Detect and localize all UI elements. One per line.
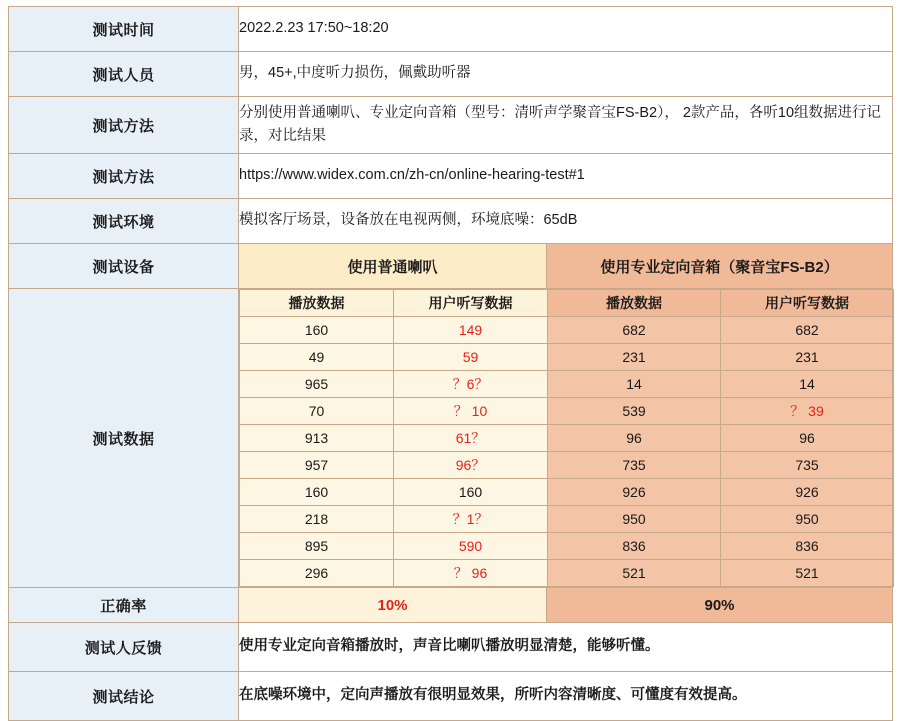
error-value: ？ 39	[790, 403, 824, 419]
row-label-env: 测试环境	[9, 199, 239, 244]
cell-right-heard-6: 926	[721, 479, 894, 506]
row-label-conclusion: 测试结论	[9, 672, 239, 721]
table-row	[9, 7, 893, 52]
cell-left-play-1: 49	[240, 344, 394, 371]
error-value: ？ 96	[453, 565, 488, 581]
cell-right-play-6: 926	[548, 479, 721, 506]
row-label-people: 测试人员	[9, 52, 239, 97]
table-row	[9, 623, 893, 672]
cell-left-heard-2	[394, 371, 548, 398]
cell-left-heard-8	[394, 533, 548, 560]
row-label-accuracy: 正确率	[9, 588, 239, 623]
accuracy-normal-speaker: 10%	[239, 588, 547, 623]
cell-right-heard-9: 521	[721, 560, 894, 587]
table-row	[9, 289, 893, 588]
row-value-time: 2022.2.23 17:50~18:20	[239, 7, 893, 52]
col-header-left-play: 播放数据	[240, 290, 394, 317]
cell-left-heard-1	[394, 344, 548, 371]
cell-right-heard-0: 682	[721, 317, 894, 344]
cell-left-heard-4	[394, 425, 548, 452]
cell-right-heard-7: 950	[721, 506, 894, 533]
cell-right-play-4: 96	[548, 425, 721, 452]
row-value-feedback: 使用专业定向音箱播放时，声音比喇叭播放明显清楚，能够听懂。	[239, 623, 893, 672]
row-value-method: 分别使用普通喇叭、专业定向音箱（型号：清听声学聚音宝FS-B2）， 2款产品，各听10组数据进行记录，对比结果	[239, 97, 893, 154]
cell-right-play-7: 950	[548, 506, 721, 533]
cell-left-play-3: 70	[240, 398, 394, 425]
cell-left-play-6: 160	[240, 479, 394, 506]
cell-right-play-1: 231	[548, 344, 721, 371]
col-header-left-heard: 用户听写数据	[394, 290, 548, 317]
row-label-time: 测试时间	[9, 7, 239, 52]
error-value: 96？	[455, 457, 486, 473]
cell-right-heard-4: 96	[721, 425, 894, 452]
table-row	[9, 244, 893, 289]
row-value-people: 男，45+,中度听力损伤，佩戴助听器	[239, 52, 893, 97]
cell-left-play-5: 957	[240, 452, 394, 479]
device-header-normal-speaker: 使用普通喇叭	[239, 244, 547, 289]
cell-right-play-0: 682	[548, 317, 721, 344]
row-label-method-link: 测试方法	[9, 154, 239, 199]
report-table	[8, 6, 893, 721]
cell-left-heard-6: 160	[394, 479, 548, 506]
cell-right-heard-8: 836	[721, 533, 894, 560]
col-header-right-heard: 用户听写数据	[721, 290, 894, 317]
data-row	[240, 398, 894, 425]
cell-left-play-7: 218	[240, 506, 394, 533]
cell-left-play-8: 895	[240, 533, 394, 560]
cell-left-play-9: 296	[240, 560, 394, 587]
cell-right-play-9: 521	[548, 560, 721, 587]
cell-left-heard-7	[394, 506, 548, 533]
table-row	[9, 97, 893, 154]
data-row	[240, 317, 894, 344]
data-row	[240, 560, 894, 587]
data-row	[240, 425, 894, 452]
data-row	[240, 506, 894, 533]
row-value-env: 模拟客厅场景，设备放在电视两侧，环境底噪：65dB	[239, 199, 893, 244]
cell-left-play-4: 913	[240, 425, 394, 452]
error-value: ？ 10	[453, 403, 488, 419]
row-label-device: 测试设备	[9, 244, 239, 289]
cell-right-heard-3	[721, 398, 894, 425]
table-row	[9, 199, 893, 244]
cell-left-play-2: 965	[240, 371, 394, 398]
table-row	[9, 672, 893, 721]
row-label-feedback: 测试人反馈	[9, 623, 239, 672]
cell-right-play-8: 836	[548, 533, 721, 560]
table-row	[9, 52, 893, 97]
device-header-directional-speaker: 使用专业定向音箱（聚音宝FS-B2）	[547, 244, 893, 289]
data-row	[240, 344, 894, 371]
row-value-method-link[interactable]: https://www.widex.com.cn/zh-cn/online-hearing-test#1	[239, 154, 893, 199]
cell-left-heard-0	[394, 317, 548, 344]
cell-right-heard-1: 231	[721, 344, 894, 371]
error-value: ？1？	[452, 511, 489, 527]
cell-right-heard-2: 14	[721, 371, 894, 398]
table-row	[9, 154, 893, 199]
error-value: 590	[458, 538, 483, 554]
test-data-table	[239, 289, 894, 587]
row-value-conclusion: 在底噪环境中，定向声播放有很明显效果，所听内容清晰度、可懂度有效提高。	[239, 672, 893, 721]
cell-right-play-2: 14	[548, 371, 721, 398]
cell-left-heard-9	[394, 560, 548, 587]
test-data-container	[239, 289, 893, 588]
cell-right-play-3: 539	[548, 398, 721, 425]
data-row	[240, 479, 894, 506]
error-value: 61？	[455, 430, 486, 446]
data-row	[240, 371, 894, 398]
accuracy-directional-speaker: 90%	[547, 588, 893, 623]
cell-left-heard-3	[394, 398, 548, 425]
data-header-row	[240, 290, 894, 317]
table-row	[9, 588, 893, 623]
col-header-right-play: 播放数据	[548, 290, 721, 317]
error-value: 59	[462, 349, 479, 365]
data-row	[240, 452, 894, 479]
row-label-data: 测试数据	[9, 289, 239, 588]
cell-left-heard-5	[394, 452, 548, 479]
data-row	[240, 533, 894, 560]
row-label-method: 测试方法	[9, 97, 239, 154]
cell-right-heard-5: 735	[721, 452, 894, 479]
cell-left-play-0: 160	[240, 317, 394, 344]
error-value: ？6？	[452, 376, 489, 392]
cell-right-play-5: 735	[548, 452, 721, 479]
error-value: 149	[458, 322, 483, 338]
